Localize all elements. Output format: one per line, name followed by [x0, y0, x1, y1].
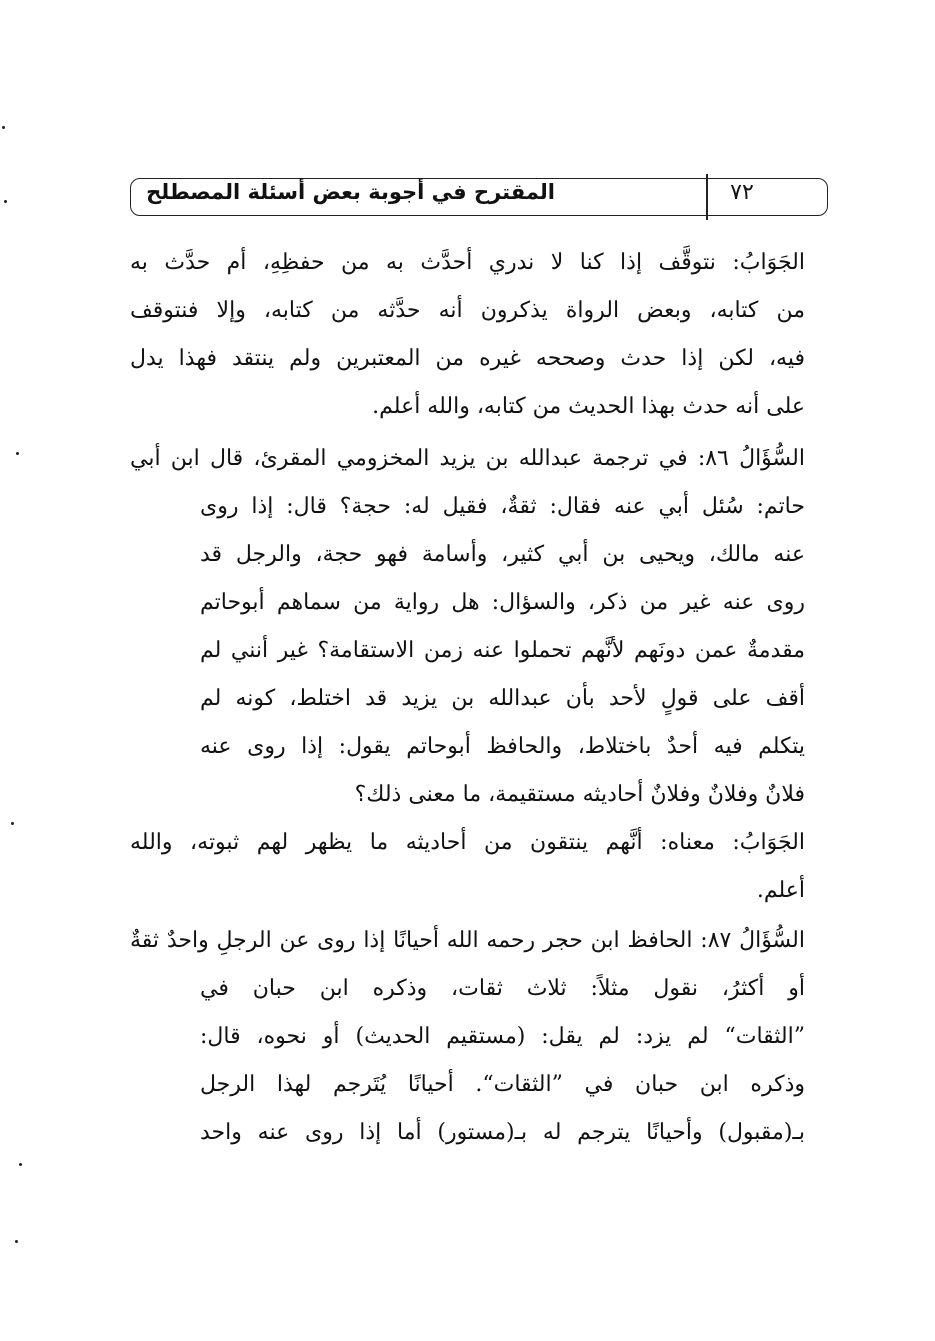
page-number: ٧٢	[730, 180, 754, 205]
margin-speck	[15, 1240, 18, 1243]
answer-line: على أنه حدث بهذا الحديث من كتابه، والله أعلم.	[372, 394, 805, 419]
question-line: حاتم: سُئل أبي عنه فقال: ثقةٌ، فقيل له: حجة؟ قال: إذا روى	[200, 494, 805, 519]
question-line: روى عنه غير من ذكر، والسؤال: هل رواية من سماهم أبوحاتم	[200, 590, 805, 615]
question-line: ”الثقات“ لم يزد: لم يقل: (مستقيم الحديث) أو نحوه، قال:	[200, 1024, 805, 1049]
question-line: وذكره ابن حبان في ”الثقات“. أحيانًا يُتَرجم لهذا الرجل	[200, 1072, 805, 1097]
margin-speck	[11, 822, 14, 825]
answer-line: من كتابه، وبعض الرواة يذكرون أنه حدَّثه من كتابه، وإلا فنتوقف	[130, 298, 805, 323]
answer-line: الجَوَابُ: نتوقَّف إذا كنا لا ندري أحدَّث به من حفظِهِ، أم حدَّث به	[130, 250, 805, 275]
question-line: عنه مالك، ويحيى بن أبي كثير، وأسامة فهو حجة، والرجل قد	[200, 542, 805, 567]
question-line: السُّؤَالُ ٨٧: الحافظ ابن حجر رحمه الله أحيانًا إذا روى عن الرجلِ واحدٌ ثقةٌ	[130, 928, 805, 953]
question-line: السُّؤَالُ ٨٦: في ترجمة عبدالله بن يزيد المخزومي المقرئ، قال ابن أبي	[130, 446, 805, 471]
answer-line: الجَوَابُ: معناه: أنَّهم ينتقون من أحاديثه ما يظهر لهم ثبوته، والله	[130, 830, 805, 855]
question-line: يتكلم فيه أحدٌ باختلاط، والحافظ أبوحاتم يقول: إذا روى عنه	[200, 734, 805, 759]
question-line: أو أكثرُ، نقول مثلاً: ثلاث ثقات، وذكره ابن حبان في	[200, 976, 805, 1001]
question-line: أقف على قولٍ لأحد بأن عبدالله بن يزيد قد اختلط، كونه لم	[200, 686, 805, 711]
question-line: بـ(مقبول) وأحيانًا يترجم له بـ(مستور) أما إذا روى عنه واحد	[200, 1120, 805, 1145]
question-line: فلانٌ وفلانٌ وفلانٌ أحاديثه مستقيمة، ما معنى ذلك؟	[354, 782, 805, 807]
answer-line: فيه، لكن إذا حدث وصححه غيره من المعتبرين ولم ينتقد فهذا يدل	[130, 346, 805, 371]
question-line: مقدمةٌ عمن دونَهم لأنَّهم تحملوا عنه زمن الاستقامة؟ غير أنني لم	[200, 638, 805, 663]
answer-line: أعلم.	[756, 878, 805, 903]
margin-speck	[2, 126, 5, 129]
margin-speck	[4, 200, 7, 203]
running-header-title: المقترح في أجوبة بعض أسئلة المصطلح	[146, 180, 555, 204]
running-header-divider	[706, 174, 708, 220]
margin-speck	[19, 1163, 22, 1166]
margin-speck	[16, 452, 19, 455]
